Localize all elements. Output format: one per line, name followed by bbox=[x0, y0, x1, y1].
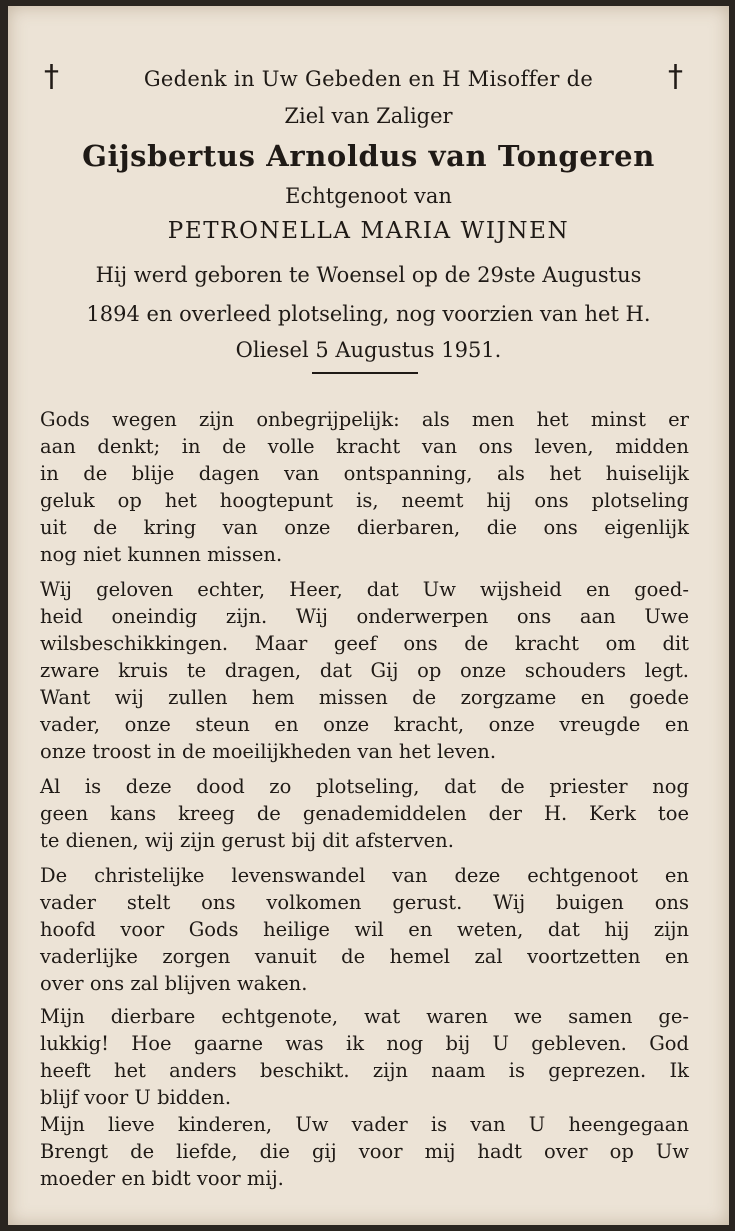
text-line: heeft het anders beschikt. zijn naam is geprezen. Ik bbox=[40, 1059, 689, 1082]
text-line: vader, onze steun en onze kracht, onze vreugde en bbox=[40, 713, 689, 736]
prayer-request-line: Gedenk in Uw Gebeden en H Misoffer de bbox=[143, 67, 594, 91]
text-line: Wij geloven echter, Heer, dat Uw wijsheid en goed- bbox=[40, 578, 689, 601]
text-line: hoofd voor Gods heilige wil en weten, dat hij zijn bbox=[40, 918, 689, 941]
text-line: vaderlijke zorgen vanuit de hemel zal voortzetten en bbox=[40, 945, 689, 968]
spouse-intro: Echtgenoot van bbox=[285, 184, 452, 208]
paragraph bbox=[40, 773, 689, 854]
text-line: in de blije dagen van ontspanning, als het huiselijk bbox=[40, 462, 689, 485]
text-line: Mijn lieve kinderen, Uw vader is van U heengegaan bbox=[40, 1113, 689, 1136]
cross-icon: † bbox=[44, 59, 59, 94]
birth-line: Hij werd geboren te Woensel op de 29ste Augustus bbox=[95, 263, 642, 287]
text-line: Al is deze dood zo plotseling, dat de priester nog bbox=[40, 775, 689, 798]
birth-line: 1894 en overleed plotseling, nog voorzien van het H. bbox=[86, 302, 651, 326]
paragraph bbox=[40, 576, 689, 765]
text-line: vader stelt ons volkomen gerust. Wij buigen ons bbox=[40, 891, 689, 914]
soul-line: Ziel van Zaliger bbox=[284, 104, 453, 128]
text-line: blijf voor U bidden. bbox=[40, 1086, 232, 1109]
text-line: uit de kring van onze dierbaren, die ons eigenlijk bbox=[40, 516, 689, 539]
memorial-card bbox=[8, 6, 729, 1225]
text-line: Want wij zullen hem missen de zorgzame en goede bbox=[40, 686, 689, 709]
text-line: te dienen, wij zijn gerust bij dit afsterven. bbox=[40, 829, 454, 852]
text-line: aan denkt; in de volle kracht van ons leven, midden bbox=[40, 435, 689, 458]
text-line: Gods wegen zijn onbegrijpelijk: als men het minst er bbox=[40, 408, 689, 431]
paragraph bbox=[40, 406, 689, 568]
text-line: onze troost in de moeilijkheden van het leven. bbox=[40, 740, 497, 763]
text-line: Mijn dierbare echtgenote, wat waren we samen ge- bbox=[40, 1005, 689, 1028]
text-line: heid oneindig zijn. Wij onderwerpen ons aan Uwe bbox=[40, 605, 689, 628]
text-line: nog niet kunnen missen. bbox=[40, 543, 283, 566]
text-line: wilsbeschikkingen. Maar geef ons de kracht om dit bbox=[40, 632, 689, 655]
paragraph bbox=[40, 1003, 689, 1192]
text-line: Brengt de liefde, die gij voor mij hadt over op Uw bbox=[40, 1140, 689, 1163]
text-line: moeder en bidt voor mij. bbox=[40, 1167, 284, 1190]
paragraph bbox=[40, 862, 689, 997]
divider bbox=[312, 372, 418, 374]
spouse-name: PETRONELLA MARIA WIJNEN bbox=[167, 218, 570, 244]
cross-icon: † bbox=[668, 59, 683, 94]
text-line: geen kans kreeg de genademiddelen der H. Kerk toe bbox=[40, 802, 689, 825]
text-line: over ons zal blijven waken. bbox=[40, 972, 308, 995]
deceased-name: Gijsbertus Arnoldus van Tongeren bbox=[82, 139, 655, 173]
text-line: zware kruis te dragen, dat Gij op onze schouders legt. bbox=[40, 659, 689, 682]
text-line: geluk op het hoogtepunt is, neemt hij ons plotseling bbox=[40, 489, 689, 512]
text-line: De christelijke levenswandel van deze echtgenoot en bbox=[40, 864, 689, 887]
birth-line: Oliesel 5 Augustus 1951. bbox=[235, 338, 502, 362]
text-line: lukkig! Hoe gaarne was ik nog bij U gebleven. God bbox=[40, 1032, 689, 1055]
